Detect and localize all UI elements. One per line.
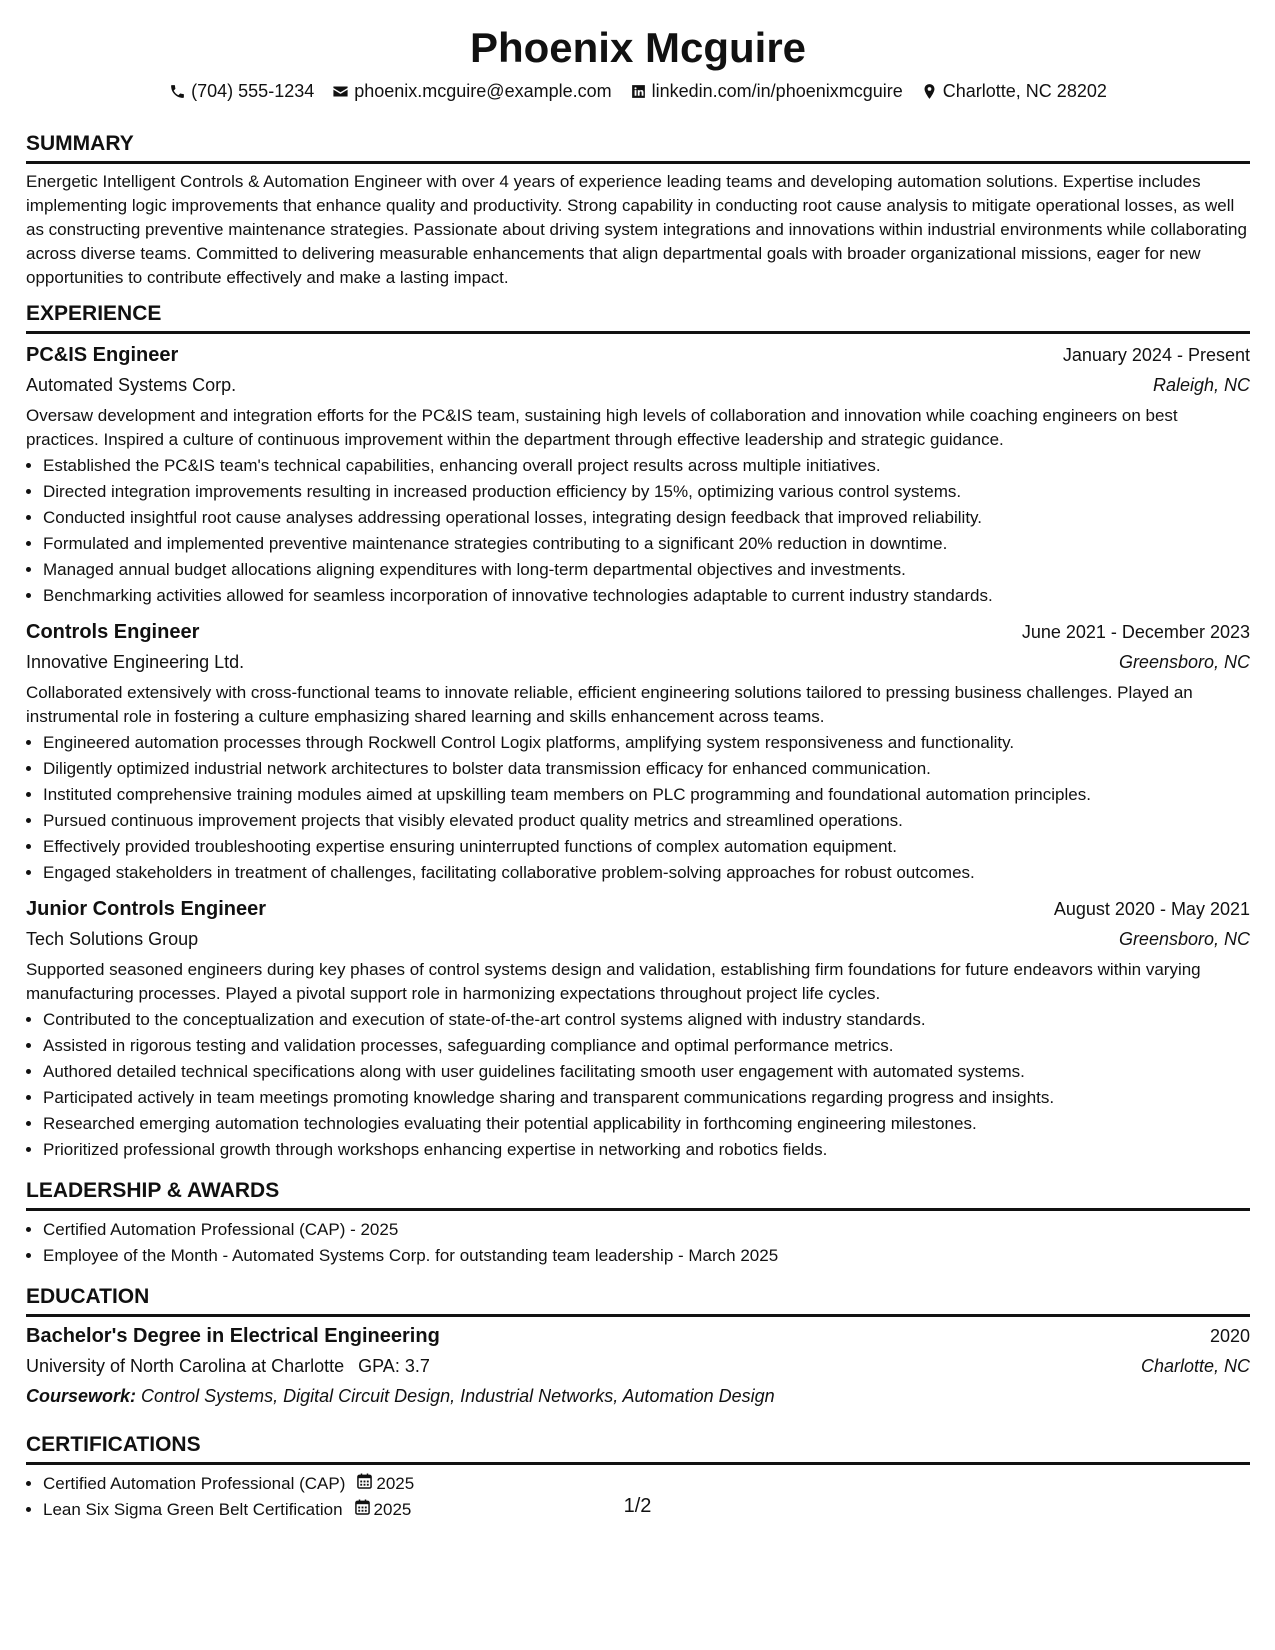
contact-email[interactable]: [332, 78, 611, 104]
list-item: • Directed integration improvements resulting in increased production efficiency by 15%, optimizing various control systems.: [43, 479, 1250, 505]
list-item: • Authored detailed technical specifications along with user guidelines facilitating smooth user engagement with automated systems.: [43, 1059, 1250, 1085]
certification-year: 2025: [376, 1474, 415, 1493]
summary-section: [26, 130, 1250, 290]
degree-title: Bachelor's Degree in Electrical Engineering: [26, 1325, 440, 1347]
page-number: 1/2: [623, 1495, 652, 1517]
phone-text: (704) 555-1234: [191, 81, 315, 101]
job-title: PC&IS Engineer: [26, 344, 179, 366]
list-item: • Engaged stakeholders in treatment of challenges, facilitating collaborative problem-solving approaches for robust outcomes.: [43, 860, 1250, 886]
job-description: Supported seasoned engineers during key phases of control systems design and validation, establishing firm foundations for future endeavors within varying manufacturing processes. Played a pivotal support role in harmonizing expectations throughout project life cycles.: [26, 960, 1201, 1003]
graduation-year: 2020: [1209, 1326, 1250, 1346]
envelope-icon: [332, 83, 349, 100]
summary-text: Energetic Intelligent Controls & Automation Engineer with over 4 years of experience leading teams and developing automation solutions. Expertise includes implementing logic improvements that enhance quality and productivity. Strong capability in conducting root cause analysis to mitigate operational losses, as well as constructing preventive maintenance strategies. Passionate about driving system integrations and innovations within industrial environments while collaborating across diverse teams. Committed to delivering measurable enhancements that align departmental goals with broader organizational missions, eager for new opportunities to contribute effectively and make a lasting impact.: [26, 172, 1247, 287]
list-item: • Assisted in rigorous testing and validation processes, safeguarding compliance and optimal performance metrics.: [43, 1033, 1250, 1059]
contact-bar: [26, 78, 1250, 104]
section-title: EDUCATION: [26, 1283, 1250, 1317]
job-location: Greensboro, NC: [1118, 652, 1250, 672]
job-location: Raleigh, NC: [1152, 375, 1250, 395]
job-title: Junior Controls Engineer: [26, 898, 267, 920]
school-location: Charlotte, NC: [1140, 1356, 1250, 1376]
job-bullets: [26, 1007, 1250, 1163]
company-name: Automated Systems Corp.: [26, 375, 237, 395]
linkedin-icon: [630, 83, 647, 100]
map-pin-icon: [921, 83, 938, 100]
job-location: Greensboro, NC: [1118, 929, 1250, 949]
list-item: • Effectively provided troubleshooting expertise ensuring uninterrupted functions of complex automation equipment.: [43, 834, 1250, 860]
certification-year: 2025: [373, 1500, 412, 1519]
section-title: EXPERIENCE: [26, 300, 1250, 334]
phone-icon: [169, 83, 186, 100]
list-item: • Formulated and implemented preventive maintenance strategies contributing to a significant 20% reduction in downtime.: [43, 531, 1250, 557]
list-item: • Benchmarking activities allowed for seamless incorporation of innovative technologies adaptable to current industry standards.: [43, 583, 1250, 609]
certification-name: Lean Six Sigma Green Belt Certification: [43, 1500, 343, 1519]
job-entry: [26, 617, 1250, 886]
contact-linkedin[interactable]: [630, 78, 903, 104]
gpa: GPA: 3.7: [358, 1356, 430, 1376]
job-bullets: [26, 730, 1250, 886]
education-section: [26, 1283, 1250, 1411]
job-dates: June 2021 - December 2023: [1021, 622, 1250, 642]
list-item: • Managed annual budget allocations aligning expenditures with long-term departmental objectives and investments.: [43, 557, 1250, 583]
coursework-line: [26, 1381, 1250, 1411]
list-item: • Prioritized professional growth through workshops enhancing expertise in networking and robotics fields.: [43, 1137, 1250, 1163]
email-text: phoenix.mcguire@example.com: [354, 81, 612, 101]
job-description: Collaborated extensively with cross-functional teams to innovate reliable, efficient engineering solutions tailored to pressing business challenges. Played an instrumental role in fostering a culture emphasizing shared learning and skills enhancement across teams.: [26, 683, 1193, 726]
company-name: Innovative Engineering Ltd.: [26, 652, 245, 672]
list-item: • Participated actively in team meetings promoting knowledge sharing and transparent communications regarding progress and insights.: [43, 1085, 1250, 1111]
job-entry: [26, 894, 1250, 1163]
list-item: • Engineered automation processes through Rockwell Control Logix platforms, amplifying system responsiveness and functionality.: [43, 730, 1250, 756]
contact-location: [921, 78, 1107, 104]
list-item: • Instituted comprehensive training modules aimed at upskilling team members on PLC programming and foundational automation principles.: [43, 782, 1250, 808]
section-title: CERTIFICATIONS: [26, 1431, 1250, 1465]
list-item: • Contributed to the conceptualization and execution of state-of-the-art control systems aligned with industry standards.: [43, 1007, 1250, 1033]
company-name: Tech Solutions Group: [26, 929, 199, 949]
coursework-label: Coursework:: [26, 1386, 137, 1406]
list-item: • Conducted insightful root cause analyses addressing operational losses, integrating design feedback that improved reliability.: [43, 505, 1250, 531]
coursework-text: Control Systems, Digital Circuit Design, Industrial Networks, Automation Design: [141, 1386, 775, 1406]
school-line: [26, 1351, 430, 1381]
certification-name: Certified Automation Professional (CAP): [43, 1474, 346, 1493]
list-item: • Researched emerging automation technologies evaluating their potential applicability in forthcoming engineering milestones.: [43, 1111, 1250, 1137]
job-description: Oversaw development and integration efforts for the PC&IS team, sustaining high levels of collaboration and innovation while coaching engineers on best practices. Inspired a culture of continuous improvement within the department through effective leadership and strategic guidance.: [26, 406, 1178, 449]
leadership-section: [26, 1177, 1250, 1269]
list-item: • Certified Automation Professional (CAP) - 2025: [43, 1217, 1250, 1243]
resume-page: [26, 0, 1250, 1523]
experience-section: [26, 300, 1250, 1163]
list-item: • Employee of the Month - Automated Systems Corp. for outstanding team leadership - March 2025: [43, 1243, 1250, 1269]
linkedin-text: linkedin.com/in/phoenixmcguire: [651, 81, 903, 101]
list-item: • Pursued continuous improvement projects that visibly elevated product quality metrics and streamlined operations.: [43, 808, 1250, 834]
job-bullets: [26, 453, 1250, 609]
job-dates: January 2024 - Present: [1062, 345, 1250, 365]
school-name: University of North Carolina at Charlotte: [26, 1356, 345, 1376]
job-title: Controls Engineer: [26, 621, 200, 643]
contact-phone[interactable]: [169, 78, 314, 104]
candidate-name: Phoenix Mcguire: [469, 24, 807, 71]
education-entry: [26, 1321, 1250, 1411]
section-title: SUMMARY: [26, 130, 1250, 164]
location-text: Charlotte, NC 28202: [942, 81, 1107, 101]
section-title: LEADERSHIP & AWARDS: [26, 1177, 1250, 1211]
job-entry: [26, 340, 1250, 609]
award-list: [26, 1217, 1250, 1269]
list-item: • Established the PC&IS team's technical capabilities, enhancing overall project results across multiple initiatives.: [43, 453, 1250, 479]
list-item: • Diligently optimized industrial network architectures to bolster data transmission efficacy for enhanced communication.: [43, 756, 1250, 782]
job-dates: August 2020 - May 2021: [1053, 899, 1250, 919]
